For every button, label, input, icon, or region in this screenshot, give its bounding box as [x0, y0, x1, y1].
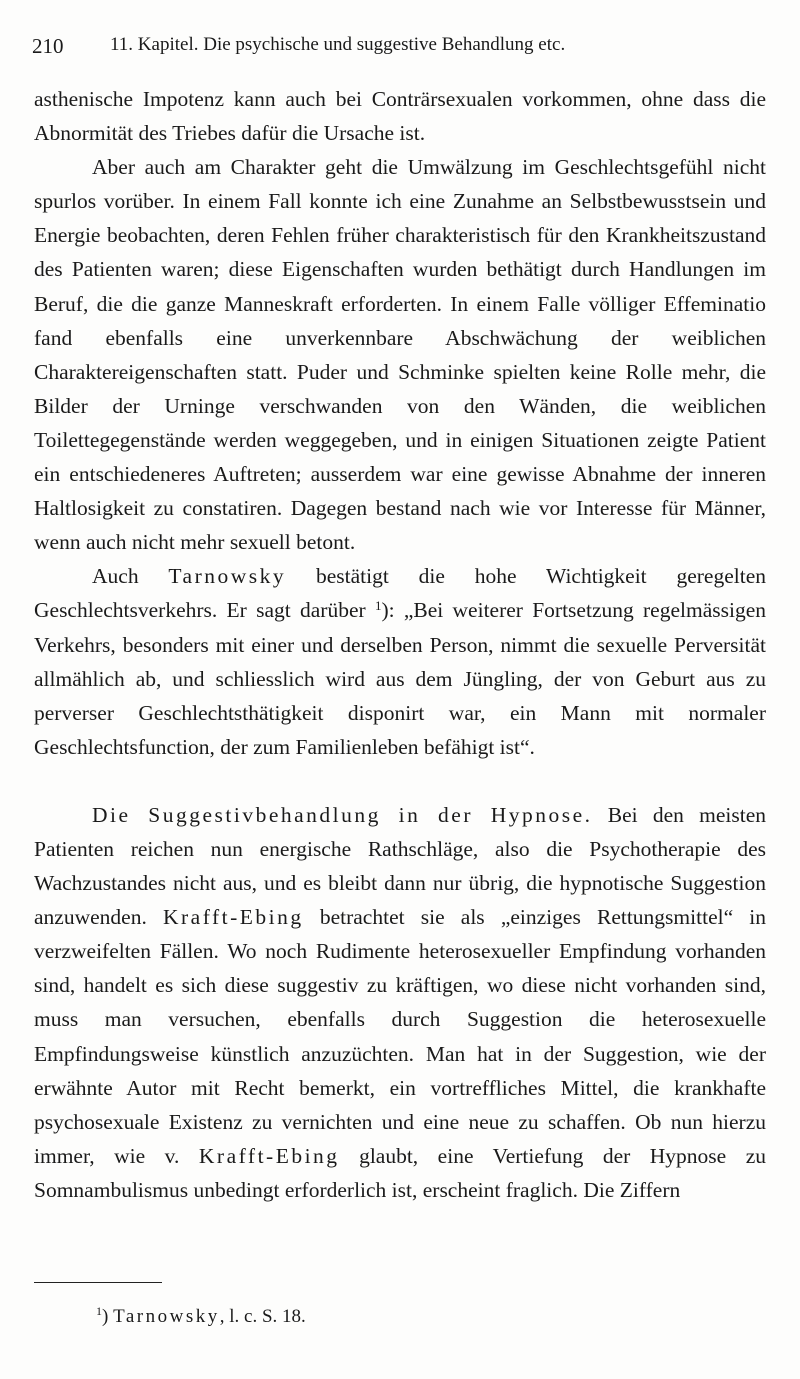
page-number: 210 [32, 34, 64, 58]
body-text [34, 82, 766, 1207]
author-name: Krafft-Ebing [163, 905, 304, 930]
paragraph-continuation: asthenische Impotenz kann auch bei Conträrsexualen vorkommen, ohne dass die Abnormität des Triebes dafür die Ursache ist. [34, 87, 766, 146]
paragraph-text: Bei den meisten Patienten reichen nun energische Rathschläge, also die Psychotherapie des Wachzustandes nicht aus, und es bleibt dann nur übrig, die hypnotische Suggestion anzuwenden. [34, 802, 766, 930]
paragraph-text: betrachtet sie als „einziges Rettungsmittel“ in verzweifelten Fällen. Wo noch Rudimente heterosexueller Empfindung vorhanden sind, handelt es sich diese suggestiv zu kräftigen, wo diese nicht vorhanden sind, muss man versuchen, ebenfalls durch Suggestion die heterosexuelle Empfindungsweise künstlich anzuzüchten. Man hat in der Suggestion, wie der erwähnte Autor mit Recht bemerkt, ein vortreffliches Mittel, die krankhafte psychosexuale Existenz zu vernichten und eine neue zu schaffen. Ob nun hierzu immer, wie v. [34, 905, 767, 1168]
paragraph-text: glaubt, eine Vertiefung der Hypnose zu Somnambulismus unbedingt erforderlich ist, erscheint fraglich. Die Ziffern [34, 1143, 766, 1202]
paragraph-text: bestätigt die hohe Wichtigkeit geregelten Geschlechtsverkehrs. Er sagt darüber [34, 564, 767, 623]
author-name: Krafft-Ebing [198, 1143, 340, 1168]
footnote-divider [34, 1282, 162, 1283]
footnote-citation: , l. c. S. 18. [219, 1306, 306, 1327]
footnote-paren: ) [102, 1306, 109, 1327]
paragraph-character-change: Aber auch am Charakter geht die Umwälzung im Geschlechtsgefühl nicht spurlos vorüber. In einem Fall konnte ich eine Zunahme an Selbstbewusstsein und Energie beobachten, deren Fehlen früher charakteristisch für den Krankheitszustand des Patienten waren; diese Eigenschaften wurden bethätigt durch Handlungen im Beruf, die die ganze Manneskraft erforderten. In einem Falle völliger Effeminatio fand ebenfalls eine unverkennbare Abschwächung der weiblichen Charaktereigenschaften statt. Puder und Schminke spielten keine Rolle mehr, die Bilder der Urninge verschwanden von den Wänden, die weiblichen Toilettegegenstände werden weggegeben, und in einigen Situationen zeigte Patient ein entschiedeneres Auftreten; ausserdem war eine gewisse Abnahme der inneren Haltlosigkeit zu constatiren. Dagegen bestand nach wie vor Interesse für Männer, wenn auch nicht mehr sexuell betont. [34, 155, 766, 555]
running-head: 11. Kapitel. Die psychische und suggestive Behandlung etc. [110, 34, 566, 55]
paragraph-tarnowsky [34, 559, 766, 764]
footnote [96, 1306, 306, 1328]
footnote-author: Tarnowsky [113, 1306, 220, 1327]
author-name: Tarnowsky [168, 564, 287, 589]
page-header [30, 30, 770, 60]
quotation-text: ): „Bei weiterer Fortsetzung regelmässigen Verkehrs, besonders mit einer und derselben Person, nimmt die sexuelle Perversität allmählich ab, und schliesslich wird aus dem Jüngling, der von Geburt aus zu perverser Geschlechtsthätigkeit disponirt war, ein Mann mit normaler Geschlechtsfunction, der zum Familienleben befähigt ist“. [34, 598, 766, 759]
section-heading: Die Suggestivbehandlung in der Hypnose. [92, 802, 593, 827]
paragraph-hypnosis [34, 798, 766, 1207]
paragraph-lead: Auch [92, 564, 139, 589]
footnote-marker: 1 [96, 1304, 102, 1318]
footnote-reference[interactable]: 1 [374, 598, 382, 614]
